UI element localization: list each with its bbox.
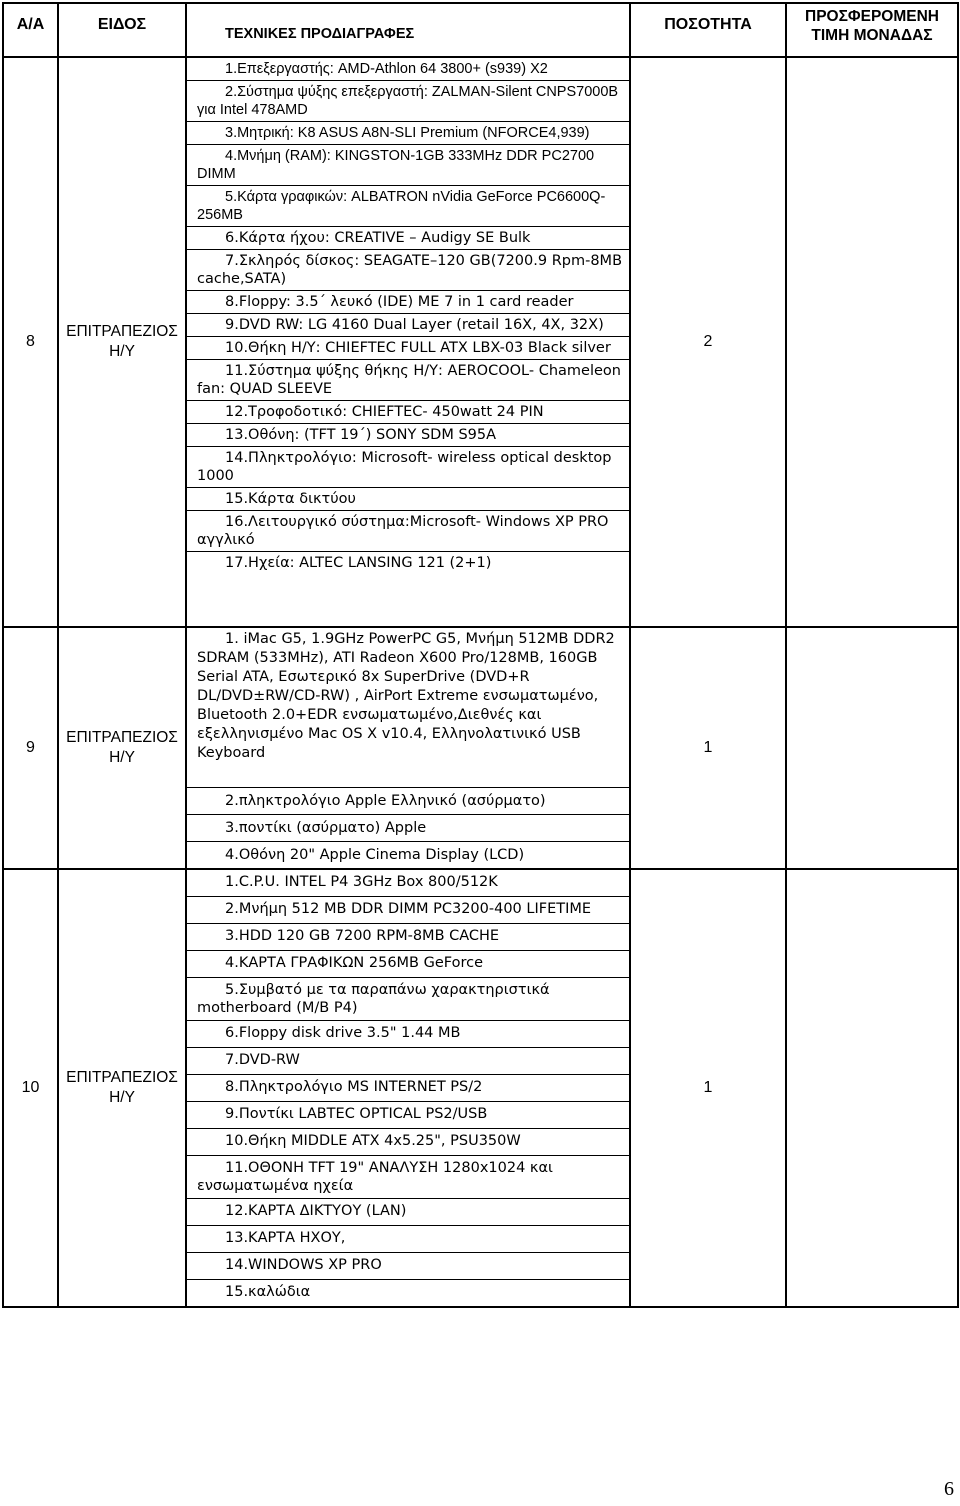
spec-line: 4.Οθόνη 20" Apple Cinema Display (LCD) — [225, 847, 525, 863]
spec-line: 15.Κάρτα δικτύου — [187, 488, 629, 511]
header-type: ΕΙΔΟΣ — [58, 3, 186, 57]
header-price-line2: ΤΙΜΗ ΜΟΝΑΔΑΣ — [811, 27, 933, 44]
spec-line: 8.Πληκτρολόγιο MS INTERNET PS/2 — [187, 1075, 629, 1102]
row-type-line2: Η/Υ — [109, 343, 135, 360]
row-type-line1: ΕΠΙΤΡΑΠΕΖΙΟΣ — [66, 729, 178, 746]
spec-line: 2.πληκτρολόγιο Apple Ελληνικό (ασύρματο) — [187, 788, 629, 815]
spec-line: 1. iMac G5, 1.9GHz PowerPC G5, Μνήμη 512MB DDR2 SDRAM (533MHz), ATI Radeon X600 Pro/128MB, 160GB Serial ATA, Εσωτερικό 8x SuperDrive (DVD+R DL/DVD±RW/CD-RW) , AirPort Extreme ενσωματωμένο, Bluetooth 2.0+EDR ενσωματωμένο,Διεθνές και εξελληνισμένο Mac OS X v10.4, Ελληνολατινικό USB Keyboard — [187, 628, 629, 788]
row-type-line1: ΕΠΙΤΡΑΠΕΖΙΟΣ — [66, 1069, 178, 1086]
spec-line: 2.Μνήμη 512 MB DDR DIMM PC3200-400 LIFETIME — [187, 897, 629, 924]
row-price-cell — [786, 57, 958, 627]
spec-line: 10.Θήκη Η/Υ: CHIEFTEC FULL ATX LBX-03 Black silver — [187, 337, 629, 360]
row-number: 10 — [3, 869, 58, 1307]
spec-line: 17.Ηχεία: ALTEC LANSING 121 (2+1) — [225, 555, 492, 571]
spec-line: 7.Σκληρός δίσκος: SEAGATE–120 GB(7200.9 Rpm-8MB cache,SATA) — [187, 250, 629, 291]
spec-line: 4.ΚΑΡΤΑ ΓΡΑΦΙΚΩΝ 256MB GeForce — [187, 951, 629, 978]
spec-line: 8.Floppy: 3.5΄ λευκό (IDE) ME 7 in 1 card reader — [187, 291, 629, 314]
row-specs — [186, 869, 630, 1307]
spec-line: 14.Πληκτρολόγιο: Microsoft- wireless optical desktop 1000 — [187, 447, 629, 488]
spec-line: 10.Θήκη MIDDLE ATX 4x5.25", PSU350W — [187, 1129, 629, 1156]
row-type-line2: Η/Υ — [109, 1089, 135, 1106]
header-price — [786, 3, 958, 57]
row-quantity: 2 — [630, 57, 786, 627]
spec-line: 6.Κάρτα ήχου: CREATIVE – Audigy SE Bulk — [187, 227, 629, 250]
row-specs — [186, 57, 630, 627]
spec-line: 13.ΚΑΡΤΑ ΗΧΟΥ, — [187, 1226, 629, 1253]
row-number: 8 — [3, 57, 58, 627]
spec-line: 5.Κάρτα γραφικών: ALBATRON nVidia GeForce PC6600Q-256MB — [187, 186, 629, 227]
header-specs: ΤΕΧΝΙΚΕΣ ΠΡΟΔΙΑΓΡΑΦΕΣ — [186, 3, 630, 57]
header-aa: Α/Α — [3, 3, 58, 57]
row-quantity: 1 — [630, 869, 786, 1307]
spec-line: 3.HDD 120 GB 7200 RPM-8MB CACHE — [187, 924, 629, 951]
row-price-cell — [786, 869, 958, 1307]
header-price-line1: ΠΡΟΣΦΕΡΟΜΕΝΗ — [805, 8, 939, 25]
page-number: 6 — [944, 1478, 954, 1500]
table-body — [3, 57, 958, 1307]
table-row — [3, 627, 958, 869]
spec-line: 11.ΟΘΟΝΗ TFT 19" ΑΝΑΛΥΣΗ 1280x1024 και ενσωματωμένα ηχεία — [187, 1156, 629, 1199]
row-type-line1: ΕΠΙΤΡΑΠΕΖΙΟΣ — [66, 323, 178, 340]
spec-line: 13.Οθόνη: (TFT 19΄) SONY SDM S95A — [187, 424, 629, 447]
row-quantity: 1 — [630, 627, 786, 869]
row-number: 9 — [3, 627, 58, 869]
row-type — [58, 57, 186, 627]
spec-line: 4.Μνήμη (RAM): KINGSTON-1GB 333MHz DDR PC2700 DIMM — [187, 145, 629, 186]
spec-line: 3.Μητρική: K8 ASUS A8N-SLI Premium (NFORCE4,939) — [187, 122, 629, 145]
table-row — [3, 869, 958, 1307]
spec-line: 2.Σύστημα ψύξης επεξεργαστή: ZALMAN-Silent CNPS7000B για Intel 478AMD — [187, 81, 629, 122]
spec-line: 12.Τροφοδοτικό: CHIEFTEC- 450watt 24 PIN — [187, 401, 629, 424]
spec-line: 9.Ποντίκι LABTEC OPTICAL PS2/USB — [187, 1102, 629, 1129]
row-type — [58, 627, 186, 869]
row-price-cell — [786, 627, 958, 869]
spec-line: 15.καλώδια — [225, 1284, 311, 1300]
row-type — [58, 869, 186, 1307]
table-row — [3, 57, 958, 627]
row-specs — [186, 627, 630, 869]
spec-line: 1.Επεξεργαστής: AMD-Athlon 64 3800+ (s939) X2 — [187, 58, 629, 81]
table-header-row — [3, 3, 958, 57]
spec-line: 5.Συμβατό με τα παραπάνω χαρακτηριστικά motherboard (M/B P4) — [187, 978, 629, 1021]
spec-line: 16.Λειτουργικό σύστημα:Microsoft- Windows XP PRO αγγλικό — [187, 511, 629, 552]
spec-line: 3.ποντίκι (ασύρματο) Apple — [187, 815, 629, 842]
spec-line: 6.Floppy disk drive 3.5" 1.44 MB — [187, 1021, 629, 1048]
spec-line: 9.DVD RW: LG 4160 Dual Layer (retail 16X, 4X, 32X) — [187, 314, 629, 337]
spec-line: 7.DVD-RW — [187, 1048, 629, 1075]
spec-line: 14.WINDOWS XP PRO — [187, 1253, 629, 1280]
spec-line: 12.ΚΑΡΤΑ ΔΙΚΤΥΟΥ (LAN) — [187, 1199, 629, 1226]
specifications-table — [2, 2, 959, 1308]
header-qty: ΠΟΣΟΤΗΤΑ — [630, 3, 786, 57]
row-type-line2: Η/Υ — [109, 749, 135, 766]
spec-line: 1.C.P.U. INTEL P4 3GHz Box 800/512K — [187, 870, 629, 897]
spec-line: 11.Σύστημα ψύξης θήκης Η/Υ: AEROCOOL- Chameleon fan: QUAD SLEEVE — [187, 360, 629, 401]
